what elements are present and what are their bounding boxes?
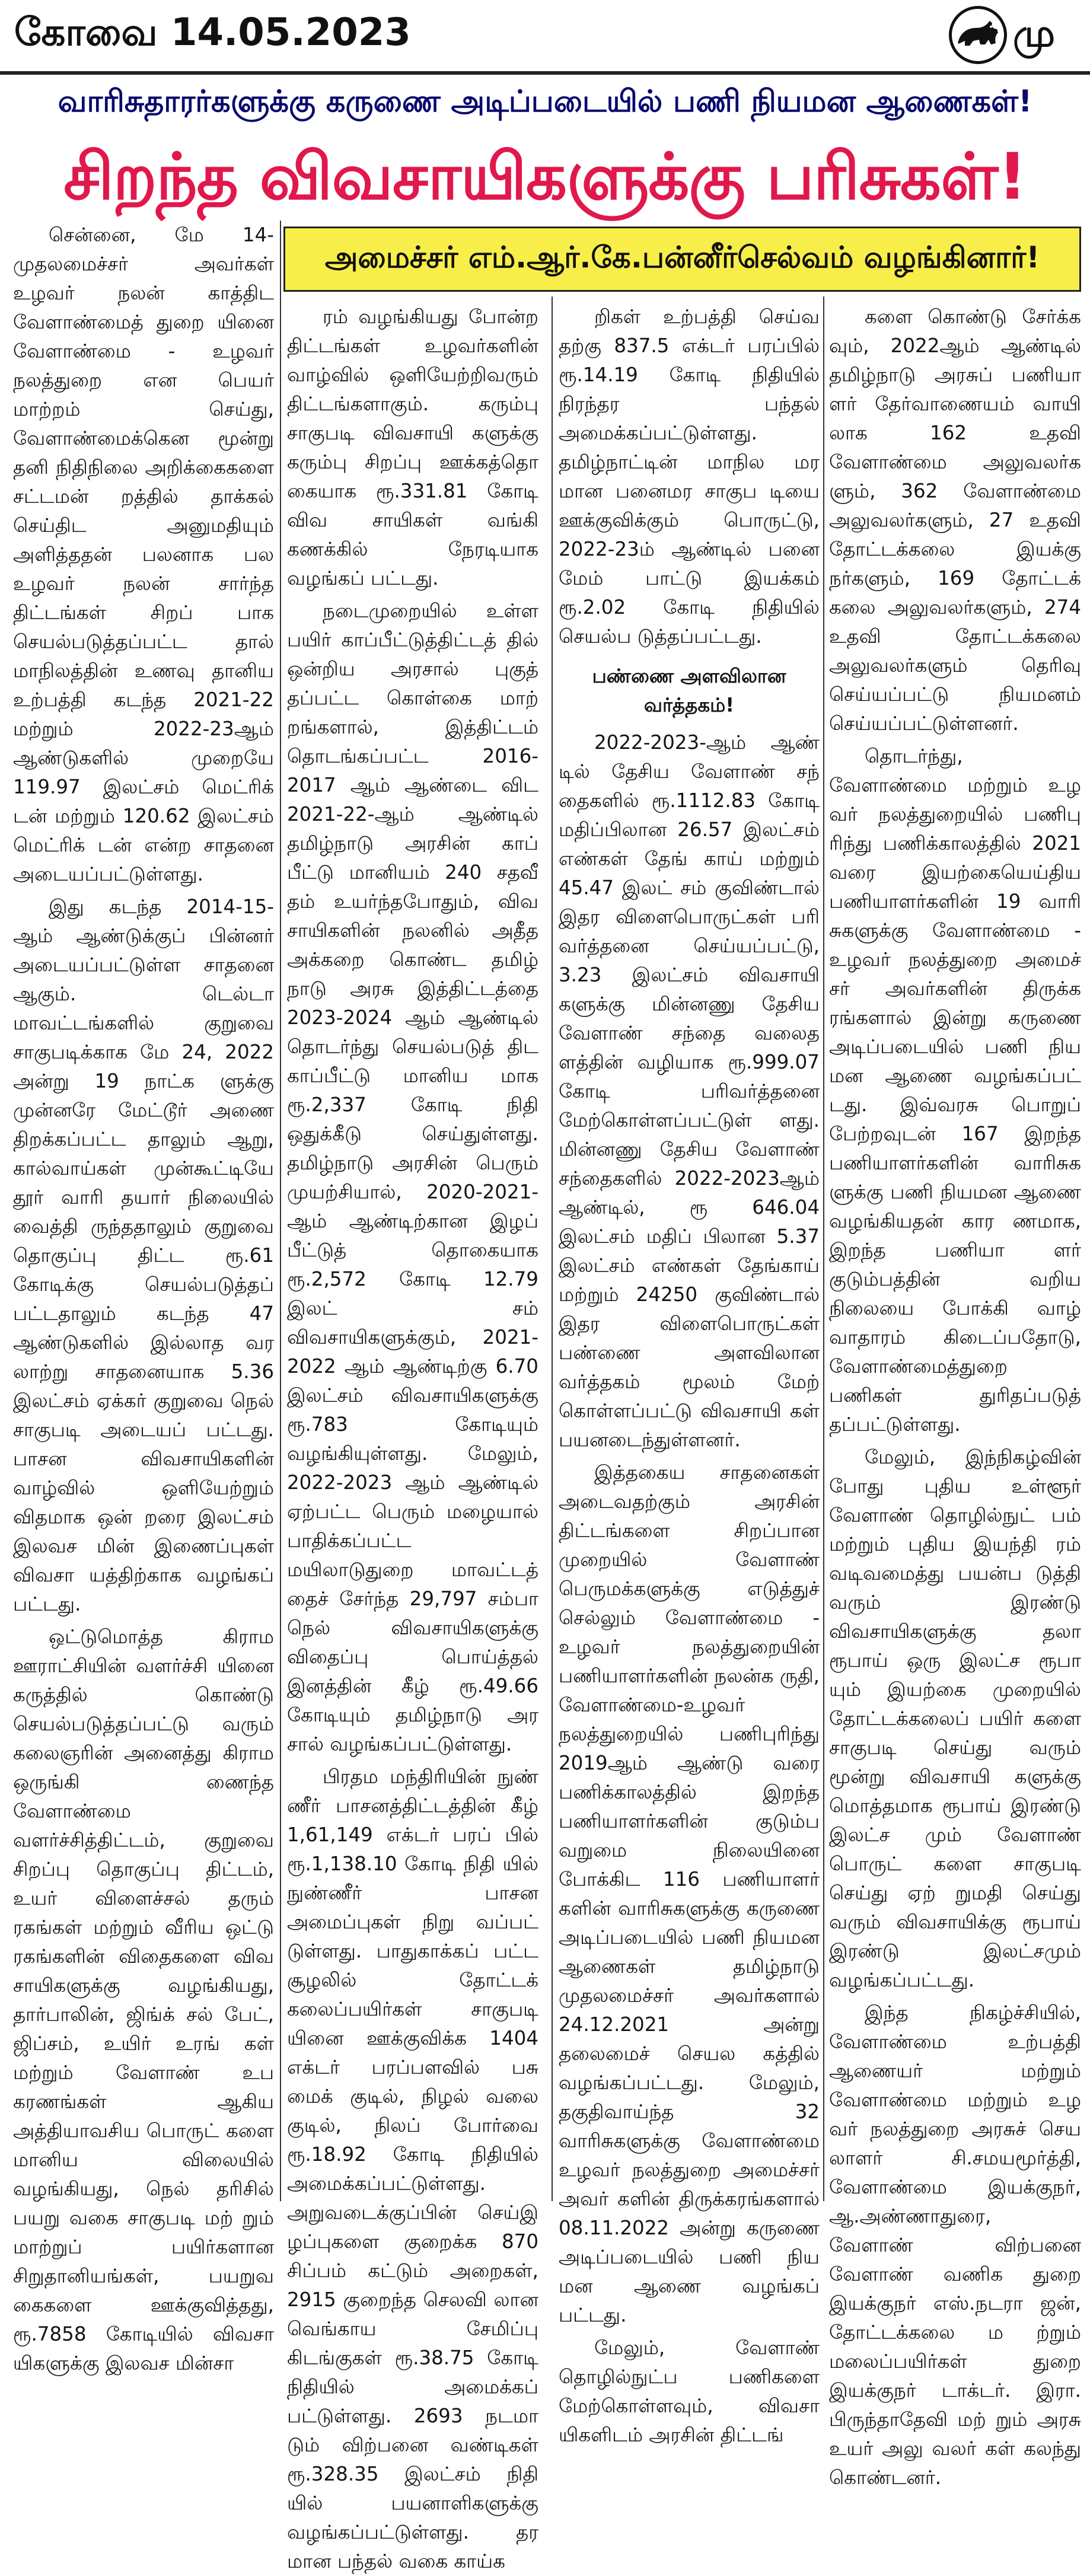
article-paragraph: ரம் வழங்கியது போன்ற திட்டங்கள் உழவர்களின் வாழ்வில் ஒளியேற்றிவரும் திட்டங்களாகும். கரும்பு சாகுபடி விவசாயி களுக்கு கரும்பு சிறப்பு ஊக்கத்தொ கையாக ரூ.331.81 கோடி விவ சாயிகள் வங்கி கணக்கில் நேரடியாக வழங்கப் பட்டது. bbox=[287, 305, 538, 589]
article-paragraph: ஒட்டுமொத்த கிராம ஊராட்சியின் வளர்ச்சி யினை கருத்தில் கொண்டு செயல்படுத்தப்பட்டு வரும் கலைஞரின் அனைத்து கிராம ஒருங்கி ணைந்த வேளாண்மை வளர்ச்சித்திட்டம், குறுவை சிறப்பு தொகுப்பு திட்டம், உயர் விளைச்சல் தரும் ரகங்கள் மற்றும் வீரிய ஒட்டு ரகங்களின் விதைகளை விவ சாயிகளுக்கு வழங்கியது, தார்பாலின், ஜிங்க் சல் பேட், ஜிப்சம், உயிர் உரங் கள் மற்றும் வேளாண் உப கரணங்கள் ஆகிய அத்தியாவசிய பொருட் களை மானிய விலையில் வழங்கியது, நெல் தரிசில் பயறு வகை சாகுபடி மற் றும் மாற்றுப் பயிர்களான சிறுதானியங்கள், பயறுவ கைகளை ஊக்குவித்தது, ரூ.7858 கோடியில் விவசா யிகளுக்கு இலவச மின்சா bbox=[13, 1625, 274, 2374]
column-divider bbox=[823, 297, 824, 2201]
article-paragraph: சென்னை, மே 14- முதலமைச்சர் அவர்கள் உழவர் நலன் காத்திட வேளாண்மைத் துறை யினை வேளாண்மை - உழவர் நலத்துறை என பெயர் மாற்றம் செய்து, வேளாண்மைக்கென மூன்று தனி நிதிநிலை அறிக்கைகளை சட்டமன் றத்தில் தாக்கல் செய்திட அனுமதியும் அளித்ததன் பலனாக பல உழவர் நலன் சார்ந்த திட்டங்கள் சிறப் பாக செயல்படுத்தப்பட்ட தால் மாநிலத்தின் உணவு தானிய உற்பத்தி கடந்த 2021-22 மற்றும் 2022-23ஆம் ஆண்டுகளில் முறையே 119.97 இலட்சம் மெட்ரிக் டன் மற்றும் 120.62 இலட்சம் மெட்ரிக் டன் என்ற சாதனை அடையப்பட்டுள்ளது. bbox=[13, 224, 274, 885]
article-paragraph: களை கொண்டு சேர்க்க வும், 2022ஆம் ஆண்டில் தமிழ்நாடு அரசுப் பணியா ளர் தேர்வாணையம் வாயி லாக 162 உதவி வேளாண்மை அலுவலர்க ளும், 362 வேளாண்மை அலுவலர்களும், 27 உதவி தோட்டக்கலை இயக்கு நர்களும், 169 தோட்டக் கலை அலுவலர்களும், 274 உதவி தோட்டக்கலை அலுவலர்களும் தெரிவு செய்யப்பட்டு நியமனம் செய்யப்பட்டுள்ளனர். bbox=[829, 305, 1081, 735]
column-divider bbox=[552, 297, 553, 2201]
article-paragraph: இது கடந்த 2014-15-ஆம் ஆண்டுக்குப் பின்னர் அடையப்பட்டுள்ள சாதனை ஆகும். டெல்டா மாவட்டங்களில் குறுவை சாகுபடிக்காக மே 24, 2022 அன்று 19 நாட்க ளுக்கு முன்னரே மேட்டூர் அணை திறக்கப்பட்ட தாலும் ஆறு, கால்வாய்கள் முன்கூட்டியே தூர் வாரி தயார் நிலையில் வைத்தி ருந்ததாலும் குறுவை தொகுப்பு திட்ட ரூ.61 கோடிக்கு செயல்படுத்தப் பட்டதாலும் கடந்த 47 ஆண்டுகளில் இல்லாத வர லாற்று சாதனையாக 5.36 இலட்சம் ஏக்கர் குறுவை நெல் சாகுபடி அடையப் பட்டது. பாசன விவசாயிகளின் வாழ்வில் ஒளியேற்றும் விதமாக ஒன் றரை இலட்சம் இலவச மின் இணைப்புகள் விவசா யத்திற்காக வழங்கப் பட்டது. bbox=[13, 895, 274, 1615]
rhino-logo-icon bbox=[949, 6, 1007, 64]
newspaper-logo bbox=[949, 5, 1079, 66]
edition-date: கோவை 14.05.2023 bbox=[14, 11, 411, 55]
article-paragraph: பிரதம மந்திரியின் நுண் ணீர் பாசனத்திட்டத்தின் கீழ் 1,61,149 எக்டர் பரப் பில் ரூ.1,138.10 கோடி நிதி யில் நுண்ணீர் பாசன அமைப்புகள் நிறு வப்பட் டுள்ளது. பாதுகாக்கப் பட்ட சூழலில் தோட்டக் கலைப்பயிர்கள் சாகுபடி யினை ஊக்குவிக்க 1404 எக்டர் பரப்பளவில் பசு மைக் குடில், நிழல் வலை குடில், நிலப் போர்வை ரூ.18.92 கோடி நிதியில் அமைக்கப்பட்டுள்ளது. அறுவடைக்குப்பின் செய்இ ழப்புகளை குறைக்க 870 சிப்பம் கட்டும் அறைகள், 2915 குறைந்த செலவி லான வெங்காய சேமிப்பு கிடங்குகள் ரூ.38.75 கோடி நிதியில் அமைக்கப் பட்டுள்ளது. 2693 நடமா டும் விற்பனை வண்டிகள் ரூ.328.35 இலட்சம் நிதி யில் பயனாளிகளுக்கு வழங்கப்பட்டுள்ளது. தர மான பந்தல் வகை காய்க bbox=[287, 1765, 538, 2572]
article-column-1 bbox=[13, 221, 274, 2374]
minister-banner: அமைச்சர் எம்.ஆர்.கே.பன்னீர்செல்வம் வழங்கினார்! bbox=[283, 227, 1081, 292]
article-paragraph: மேலும், இந்நிகழ்வின் போது புதிய உள்ளூர் வேளாண் தொழில்நுட் பம் மற்றும் புதிய இயந்தி ரம் வடிவமைத்து பயன்ப டுத்தி வரும் இரண்டு விவசாயிகளுக்கு தலா ரூபாய் ஒரு இலட்ச ரூபா யும் இயற்கை முறையில் தோட்டக்கலைப் பயிர் களை சாகுபடி செய்து வரும் மூன்று விவசாயி களுக்கு மொத்தமாக ரூபாய் இரண்டு இலட்ச மும் வேளாண் பொருட் களை சாகுபடி செய்து ஏற் றுமதி செய்து வரும் விவசாயிக்கு ரூபாய் இரண்டு இலட்சமும் வழங்கப்பட்டது. bbox=[829, 1446, 1081, 1991]
article-paragraph: இத்தகைய சாதனைகள் அடைவதற்கும் அரசின் திட்டங்களை சிறப்பான முறையில் வேளாண் பெருமக்களுக்கு எடுத்துச் செல்லும் வேளாண்மை - உழவர் நலத்துறையின் பணியாளர்களின் நலன்க ருதி, வேளாண்மை-உழவர் நலத்துறையில் பணிபுரிந்து 2019ஆம் ஆண்டு வரை பணிக்காலத்தில் இறந்த பணியாளர்களின் குடும்ப வறுமை நிலையினை போக்கிட 116 பணியாளர் களின் வாரிசுகளுக்கு கருணை அடிப்படையில் பணி நியமன ஆணைகள் தமிழ்நாடு முதலமைச்சர் அவர்களால் 24.12.2021 அன்று தலைமைச் செயல கத்தில் வழங்கப்பட்டது. மேலும், தகுதிவாய்ந்த 32 வாரிசுகளுக்கு வேளாண்மை உழவர் நலத்துறை அமைச்சர் அவர் களின் திருக்கரங்களால் 08.11.2022 அன்று கருணை அடிப்படையில் பணி நிய மன ஆணை வழங்கப் பட்டது. bbox=[559, 1461, 820, 2326]
brand-name: மு bbox=[1013, 12, 1056, 56]
article-paragraph: மேலும், வேளாண் தொழில்நுட்ப பணிகளை மேற்கொள்ளவும், விவசா யிகளிடம் அரசின் திட்டங் bbox=[559, 2336, 820, 2446]
article-paragraph: 2022-2023-ஆம் ஆண் டில் தேசிய வேளாண் சந் தைகளில் ரூ.1112.83 கோடி மதிப்பிலான 26.57 இலட்சம் எண்கள் தேங் காய் மற்றும் 45.47 இலட் சம் குவிண்டால் இதர விளைபொருட்கள் பரி வர்த்தனை செய்யப்பட்டு, 3.23 இலட்சம் விவசாயி களுக்கு மின்னணு தேசிய வேளாண் சந்தை வலைத ளத்தின் வழியாக ரூ.999.07 கோடி பரிவர்த்தனை மேற்கொள்ளப்பட்டுள் ளது. மின்னணு தேசிய வேளாண் சந்தைகளில் 2022-2023ஆம் ஆண்டில், ரூ 646.04 இலட்சம் மதிப் பிலான 5.37 இலட்சம் எண்கள் தேங்காய் மற்றும் 24250 குவிண்டால் இதர விளைபொருட்கள் பண்ணை அளவிலான வர்த்தகம் மூலம் மேற் கொள்ளப்பட்டு விவசாயி கள் பயனடைந்துள்ளனர். bbox=[559, 731, 820, 1451]
article-paragraph: றிகள் உற்பத்தி செய்வ தற்கு 837.5 எக்டர் பரப்பில் ரூ.14.19 கோடி நிதியில் நிரந்தர பந்தல் அமைக்கப்பட்டுள்ளது. தமிழ்நாட்டின் மாநில மர மான பனைமர சாகுப டியை ஊக்குவிக்கும் பொருட்டு, 2022-23ம் ஆண்டில் பனை மேம் பாட்டு இயக்கம் ரூ.2.02 கோடி நிதியில் செயல்ப டுத்தப்பட்டது. bbox=[559, 305, 820, 648]
article-paragraph: இந்த நிகழ்ச்சியில், வேளாண்மை உற்பத்தி ஆணையர் மற்றும் வேளாண்மை மற்றும் உழ வர் நலத்துறை அரசுச் செய லாளர் சி.சமயமூர்த்தி, வேளாண்மை இயக்குநர், ஆ.அண்ணாதுரை, வேளாண் விற்பனை வேளாண் வணிக துறை இயக்குநர் எஸ்.நடரா ஜன், தோட்டக்கலை ம ற்றும் மலைப்பயிர்கள் துறை இயக்குநர் டாக்டர். இரா. பிருந்தாதேவி மற் றும் அரசு உயர் அலு வலர் கள் கலந்து கொண்டனர். bbox=[829, 2001, 1081, 2489]
article-column-3 bbox=[559, 302, 820, 2446]
sub-headline: வாரிசுதாரர்களுக்கு கருணை அடிப்படையில் பணி நியமன ஆணைகள்! bbox=[58, 84, 1032, 119]
masthead bbox=[0, 0, 1090, 75]
column-divider bbox=[280, 221, 281, 2201]
main-headline: சிறந்த விவசாயிகளுக்கு பரிசுகள்! bbox=[63, 140, 1027, 214]
article-paragraph: தொடர்ந்து, வேளாண்மை மற்றும் உழ வர் நலத்துறையில் பணிபு ரிந்து பணிக்காலத்தில் 2021 வரை இயற்கையெய்திய பணியாளர்களின் 19 வாரி சுகளுக்கு வேளாண்மை - உழவர் நலத்துறை அமைச் சர் அவர்களின் திருக்க ரங்களால் இன்று கருணை அடிப்படையில் பணி நிய மன ஆணை வழங்கப்பட் டது. இவ்வரசு பொறுப் பேற்றவுடன் 167 இறந்த பணியாளர்களின் வாரிசுக ளுக்கு பணி நியமன ஆணை வழங்கியதன் கார ணமாக, இறந்த பணியா ளர் குடும்பத்தின் வறிய நிலையை போக்கி வாழ் வாதாரம் கிடைப்பதோடு, வேளாண்மைத்துறை பணிகள் துரிதப்படுத் தப்பட்டுள்ளது. bbox=[829, 745, 1081, 1436]
article-paragraph: நடைமுறையில் உள்ள பயிர் காப்பீட்டுத்திட்டத் தில் ஒன்றிய அரசால் புகுத் தப்பட்ட கொள்கை மாற் றங்களால், இத்திட்டம் தொடங்கப்பட்ட 2016-2017 ஆம் ஆண்டை விட 2021-22-ஆம் ஆண்டில் தமிழ்நாடு அரசின் காப் பீட்டு மானியம் 240 சதவீ தம் உயர்ந்தபோதும், விவ சாயிகளின் நலனில் அதீத அக்கறை கொண்ட தமிழ் நாடு அரசு இத்திட்டத்தை 2023-2024 ஆம் ஆண்டில் தொடர்ந்து செயல்படுத் திட காப்பீட்டு மானிய மாக ரூ.2,337 கோடி நிதி ஒதுக்கீடு செய்துள்ளது. தமிழ்நாடு அரசின் பெரும் முயற்சியால், 2020-2021-ஆம் ஆண்டிற்கான இழப் பீட்டுத் தொகையாக ரூ.2,572 கோடி 12.79 இலட் சம் விவசாயிகளுக்கும், 2021-2022 ஆம் ஆண்டிற்கு 6.70 இலட்சம் விவசாயிகளுக்கு ரூ.783 கோடியும் வழங்கியுள்ளது. மேலும், 2022-2023 ஆம் ஆண்டில் ஏற்பட்ட பெரும் மழையால் பாதிக்கப்பட்ட மயிலாடுதுறை மாவட்டத் தைச் சேர்ந்த 29,797 சம்பா நெல் விவசாயிகளுக்கு விதைப்பு பொய்த்தல் இனத்தின் கீழ் ரூ.49.66 கோடியும் தமிழ்நாடு அர சால் வழங்கப்பட்டுள்ளது. bbox=[287, 600, 538, 1755]
article-column-4 bbox=[829, 302, 1081, 2489]
section-subheading: பண்ணை அளவிலான வர்த்தகம்! bbox=[592, 665, 786, 716]
article-column-2 bbox=[287, 302, 538, 2572]
